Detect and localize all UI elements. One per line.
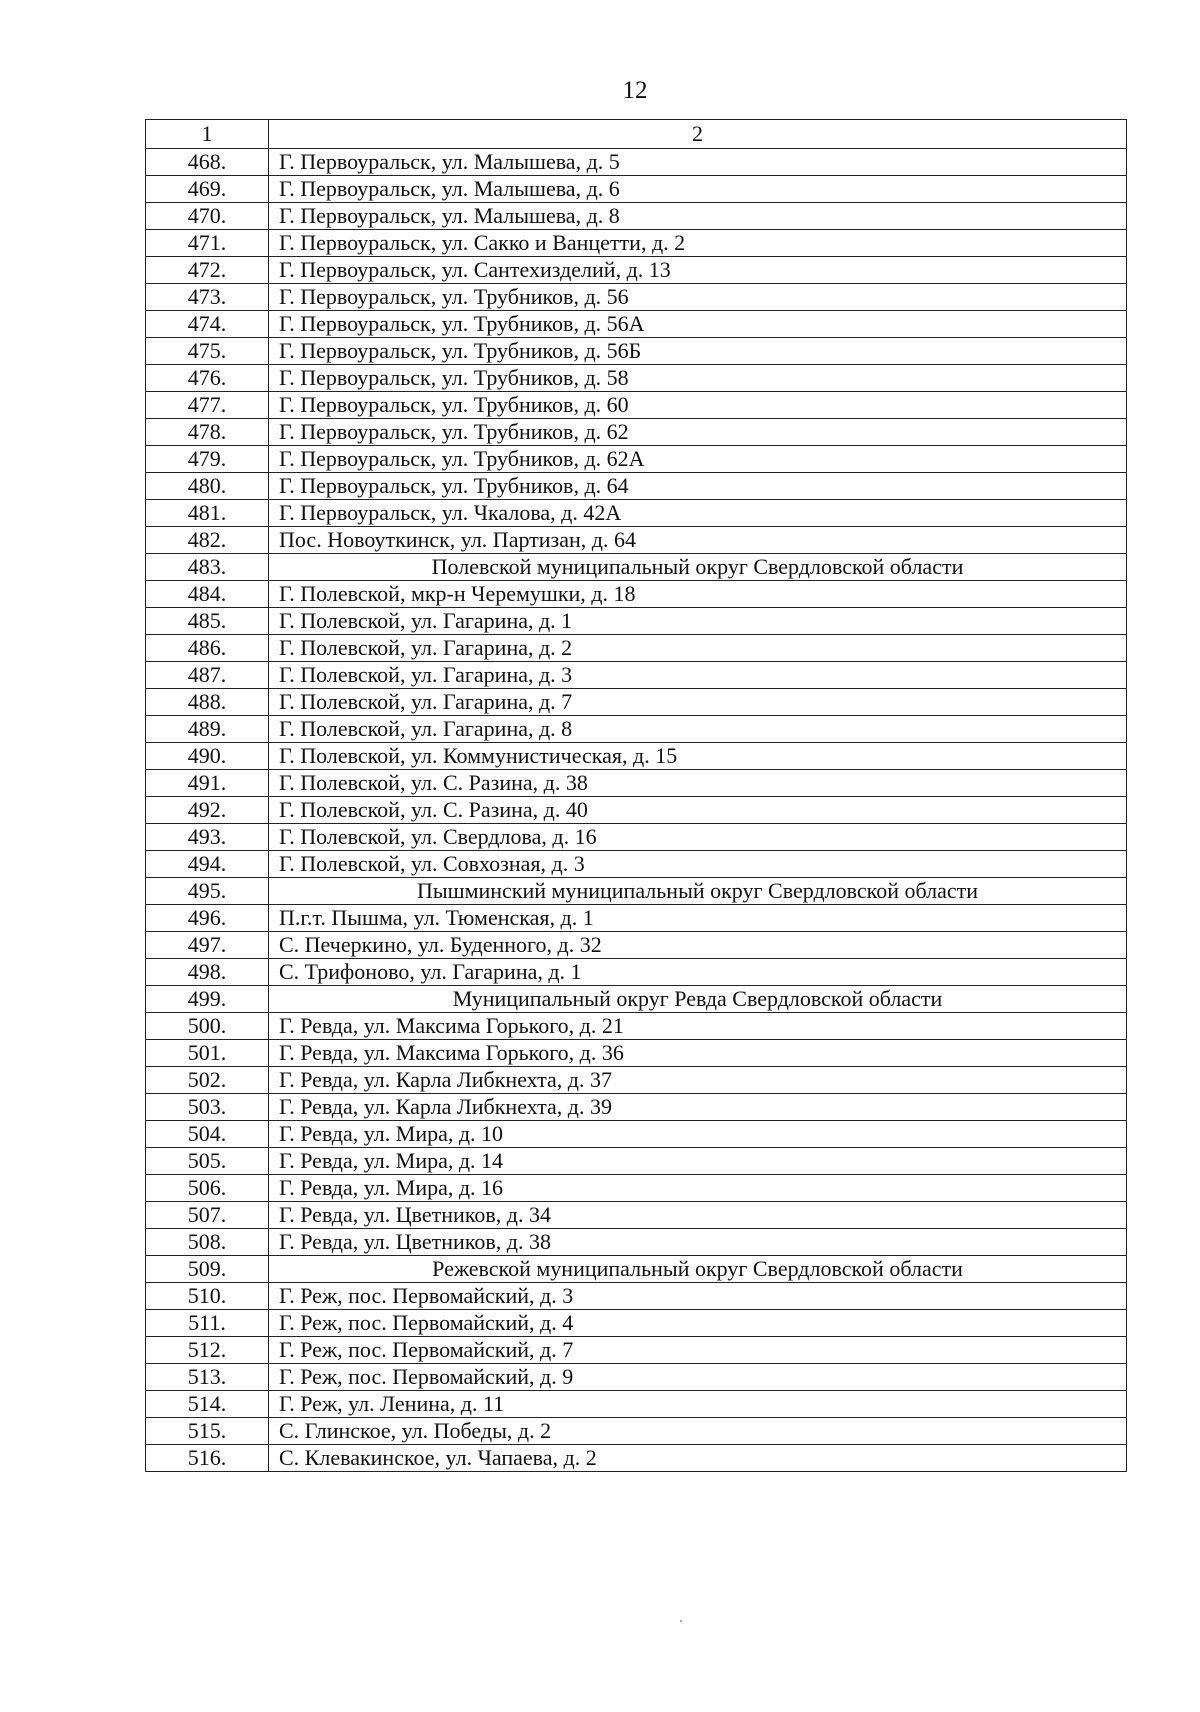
- table-row: [146, 689, 1127, 716]
- address-cell: Г. Полевской, ул. Коммунистическая, д. 15: [269, 743, 1127, 770]
- address-cell: С. Трифоново, ул. Гагарина, д. 1: [269, 959, 1127, 986]
- address-cell: Г. Первоуральск, ул. Трубников, д. 62А: [269, 446, 1127, 473]
- address-cell: Г. Полевской, ул. Гагарина, д. 2: [269, 635, 1127, 662]
- table-row: [146, 1337, 1127, 1364]
- address-cell: Г. Полевской, ул. Гагарина, д. 3: [269, 662, 1127, 689]
- column-header-number: 1: [146, 120, 269, 149]
- address-cell: Г. Полевской, ул. Свердлова, д. 16: [269, 824, 1127, 851]
- row-number: 505.: [146, 1148, 269, 1175]
- row-number: 487.: [146, 662, 269, 689]
- row-number: 503.: [146, 1094, 269, 1121]
- table-row: [146, 338, 1127, 365]
- address-cell: Г. Полевской, ул. Гагарина, д. 1: [269, 608, 1127, 635]
- table-row: [146, 365, 1127, 392]
- address-cell: Г. Первоуральск, ул. Трубников, д. 64: [269, 473, 1127, 500]
- address-cell: Г. Первоуральск, ул. Трубников, д. 58: [269, 365, 1127, 392]
- address-cell: Г. Реж, пос. Первомайский, д. 4: [269, 1310, 1127, 1337]
- row-number: 470.: [146, 203, 269, 230]
- table-row: [146, 527, 1127, 554]
- table-row: [146, 311, 1127, 338]
- row-number: 473.: [146, 284, 269, 311]
- row-number: 508.: [146, 1229, 269, 1256]
- table-row: [146, 959, 1127, 986]
- row-number: 475.: [146, 338, 269, 365]
- row-number: 506.: [146, 1175, 269, 1202]
- table-row: [146, 149, 1127, 176]
- address-cell: Г. Первоуральск, ул. Трубников, д. 56А: [269, 311, 1127, 338]
- page-number: 12: [622, 77, 648, 104]
- row-number: 515.: [146, 1418, 269, 1445]
- address-cell: Г. Первоуральск, ул. Малышева, д. 5: [269, 149, 1127, 176]
- address-cell: С. Клевакинское, ул. Чапаева, д. 2: [269, 1445, 1127, 1472]
- row-number: 483.: [146, 554, 269, 581]
- row-number: 510.: [146, 1283, 269, 1310]
- address-cell: Г. Ревда, ул. Мира, д. 16: [269, 1175, 1127, 1202]
- section-heading: Полевской муниципальный округ Свердловской области: [269, 554, 1127, 581]
- address-cell: Пос. Новоуткинск, ул. Партизан, д. 64: [269, 527, 1127, 554]
- row-number: 489.: [146, 716, 269, 743]
- address-cell: Г. Реж, ул. Ленина, д. 11: [269, 1391, 1127, 1418]
- address-cell: Г. Ревда, ул. Карла Либкнехта, д. 39: [269, 1094, 1127, 1121]
- address-cell: Г. Ревда, ул. Максима Горького, д. 21: [269, 1013, 1127, 1040]
- address-cell: Г. Полевской, ул. С. Разина, д. 40: [269, 797, 1127, 824]
- row-number: 498.: [146, 959, 269, 986]
- address-cell: Г. Полевской, ул. С. Разина, д. 38: [269, 770, 1127, 797]
- address-cell: Г. Полевской, мкр-н Черемушки, д. 18: [269, 581, 1127, 608]
- section-heading: Пышминский муниципальный округ Свердловской области: [269, 878, 1127, 905]
- table-row: [146, 284, 1127, 311]
- address-cell: Г. Ревда, ул. Максима Горького, д. 36: [269, 1040, 1127, 1067]
- row-number: 507.: [146, 1202, 269, 1229]
- table-row: [146, 473, 1127, 500]
- row-number: 502.: [146, 1067, 269, 1094]
- table-row: [146, 1040, 1127, 1067]
- table-row: [146, 716, 1127, 743]
- address-cell: Г. Полевской, ул. Совхозная, д. 3: [269, 851, 1127, 878]
- row-number: 497.: [146, 932, 269, 959]
- row-number: 513.: [146, 1364, 269, 1391]
- row-number: 477.: [146, 392, 269, 419]
- row-number: 486.: [146, 635, 269, 662]
- row-number: 495.: [146, 878, 269, 905]
- row-number: 480.: [146, 473, 269, 500]
- table-row: [146, 608, 1127, 635]
- table-row: [146, 1445, 1127, 1472]
- row-number: 490.: [146, 743, 269, 770]
- column-header-address: 2: [269, 120, 1127, 149]
- address-cell: Г. Ревда, ул. Цветников, д. 34: [269, 1202, 1127, 1229]
- address-cell: Г. Первоуральск, ул. Трубников, д. 60: [269, 392, 1127, 419]
- address-cell: Г. Первоуральск, ул. Трубников, д. 56: [269, 284, 1127, 311]
- row-number: 509.: [146, 1256, 269, 1283]
- table-row: [146, 797, 1127, 824]
- scan-speck: [680, 1620, 682, 1622]
- table-row: [146, 500, 1127, 527]
- address-cell: Г. Реж, пос. Первомайский, д. 9: [269, 1364, 1127, 1391]
- table-row: [146, 419, 1127, 446]
- row-number: 492.: [146, 797, 269, 824]
- table-row: [146, 824, 1127, 851]
- row-number: 484.: [146, 581, 269, 608]
- table-row: [146, 851, 1127, 878]
- row-number: 476.: [146, 365, 269, 392]
- address-cell: Г. Ревда, ул. Мира, д. 10: [269, 1121, 1127, 1148]
- table-row: [146, 230, 1127, 257]
- row-number: 501.: [146, 1040, 269, 1067]
- table-row: [146, 1175, 1127, 1202]
- table-row: [146, 932, 1127, 959]
- table-section-heading-row: [146, 1256, 1127, 1283]
- table-row: [146, 770, 1127, 797]
- row-number: 511.: [146, 1310, 269, 1337]
- address-table-body: [146, 120, 1127, 1472]
- row-number: 478.: [146, 419, 269, 446]
- row-number: 471.: [146, 230, 269, 257]
- row-number: 504.: [146, 1121, 269, 1148]
- row-number: 500.: [146, 1013, 269, 1040]
- section-heading: Режевской муниципальный округ Свердловской области: [269, 1256, 1127, 1283]
- address-cell: С. Печеркино, ул. Буденного, д. 32: [269, 932, 1127, 959]
- row-number: 474.: [146, 311, 269, 338]
- row-number: 468.: [146, 149, 269, 176]
- row-number: 472.: [146, 257, 269, 284]
- address-cell: С. Глинское, ул. Победы, д. 2: [269, 1418, 1127, 1445]
- row-number: 514.: [146, 1391, 269, 1418]
- address-cell: Г. Реж, пос. Первомайский, д. 7: [269, 1337, 1127, 1364]
- row-number: 479.: [146, 446, 269, 473]
- row-number: 482.: [146, 527, 269, 554]
- table-section-heading-row: [146, 878, 1127, 905]
- table-header-row: [146, 120, 1127, 149]
- table-row: [146, 203, 1127, 230]
- address-cell: Г. Ревда, ул. Карла Либкнехта, д. 37: [269, 1067, 1127, 1094]
- address-cell: Г. Ревда, ул. Цветников, д. 38: [269, 1229, 1127, 1256]
- table-row: [146, 446, 1127, 473]
- row-number: 485.: [146, 608, 269, 635]
- table-row: [146, 1202, 1127, 1229]
- address-cell: Г. Первоуральск, ул. Сантехизделий, д. 13: [269, 257, 1127, 284]
- address-cell: Г. Первоуральск, ул. Трубников, д. 62: [269, 419, 1127, 446]
- table-row: [146, 635, 1127, 662]
- table-section-heading-row: [146, 554, 1127, 581]
- address-cell: Г. Первоуральск, ул. Малышева, д. 6: [269, 176, 1127, 203]
- row-number: 512.: [146, 1337, 269, 1364]
- row-number: 496.: [146, 905, 269, 932]
- address-cell: П.г.т. Пышма, ул. Тюменская, д. 1: [269, 905, 1127, 932]
- table-row: [146, 1013, 1127, 1040]
- address-cell: Г. Первоуральск, ул. Трубников, д. 56Б: [269, 338, 1127, 365]
- table-row: [146, 1391, 1127, 1418]
- row-number: 469.: [146, 176, 269, 203]
- table-row: [146, 743, 1127, 770]
- table-row: [146, 1364, 1127, 1391]
- table-row: [146, 1121, 1127, 1148]
- address-cell: Г. Первоуральск, ул. Малышева, д. 8: [269, 203, 1127, 230]
- table-row: [146, 1229, 1127, 1256]
- table-row: [146, 1283, 1127, 1310]
- row-number: 488.: [146, 689, 269, 716]
- table-row: [146, 392, 1127, 419]
- row-number: 516.: [146, 1445, 269, 1472]
- table-row: [146, 1148, 1127, 1175]
- address-cell: Г. Ревда, ул. Мира, д. 14: [269, 1148, 1127, 1175]
- section-heading: Муниципальный округ Ревда Свердловской области: [269, 986, 1127, 1013]
- row-number: 493.: [146, 824, 269, 851]
- table-row: [146, 662, 1127, 689]
- table-row: [146, 581, 1127, 608]
- address-cell: Г. Первоуральск, ул. Сакко и Ванцетти, д. 2: [269, 230, 1127, 257]
- table-row: [146, 176, 1127, 203]
- row-number: 481.: [146, 500, 269, 527]
- address-cell: Г. Полевской, ул. Гагарина, д. 7: [269, 689, 1127, 716]
- table-row: [146, 1094, 1127, 1121]
- table-row: [146, 1310, 1127, 1337]
- table-row: [146, 1067, 1127, 1094]
- row-number: 499.: [146, 986, 269, 1013]
- row-number: 491.: [146, 770, 269, 797]
- address-cell: Г. Полевской, ул. Гагарина, д. 8: [269, 716, 1127, 743]
- table-row: [146, 1418, 1127, 1445]
- address-cell: Г. Реж, пос. Первомайский, д. 3: [269, 1283, 1127, 1310]
- address-table: [145, 119, 1127, 1472]
- table-row: [146, 905, 1127, 932]
- table-row: [146, 257, 1127, 284]
- row-number: 494.: [146, 851, 269, 878]
- address-cell: Г. Первоуральск, ул. Чкалова, д. 42А: [269, 500, 1127, 527]
- table-section-heading-row: [146, 986, 1127, 1013]
